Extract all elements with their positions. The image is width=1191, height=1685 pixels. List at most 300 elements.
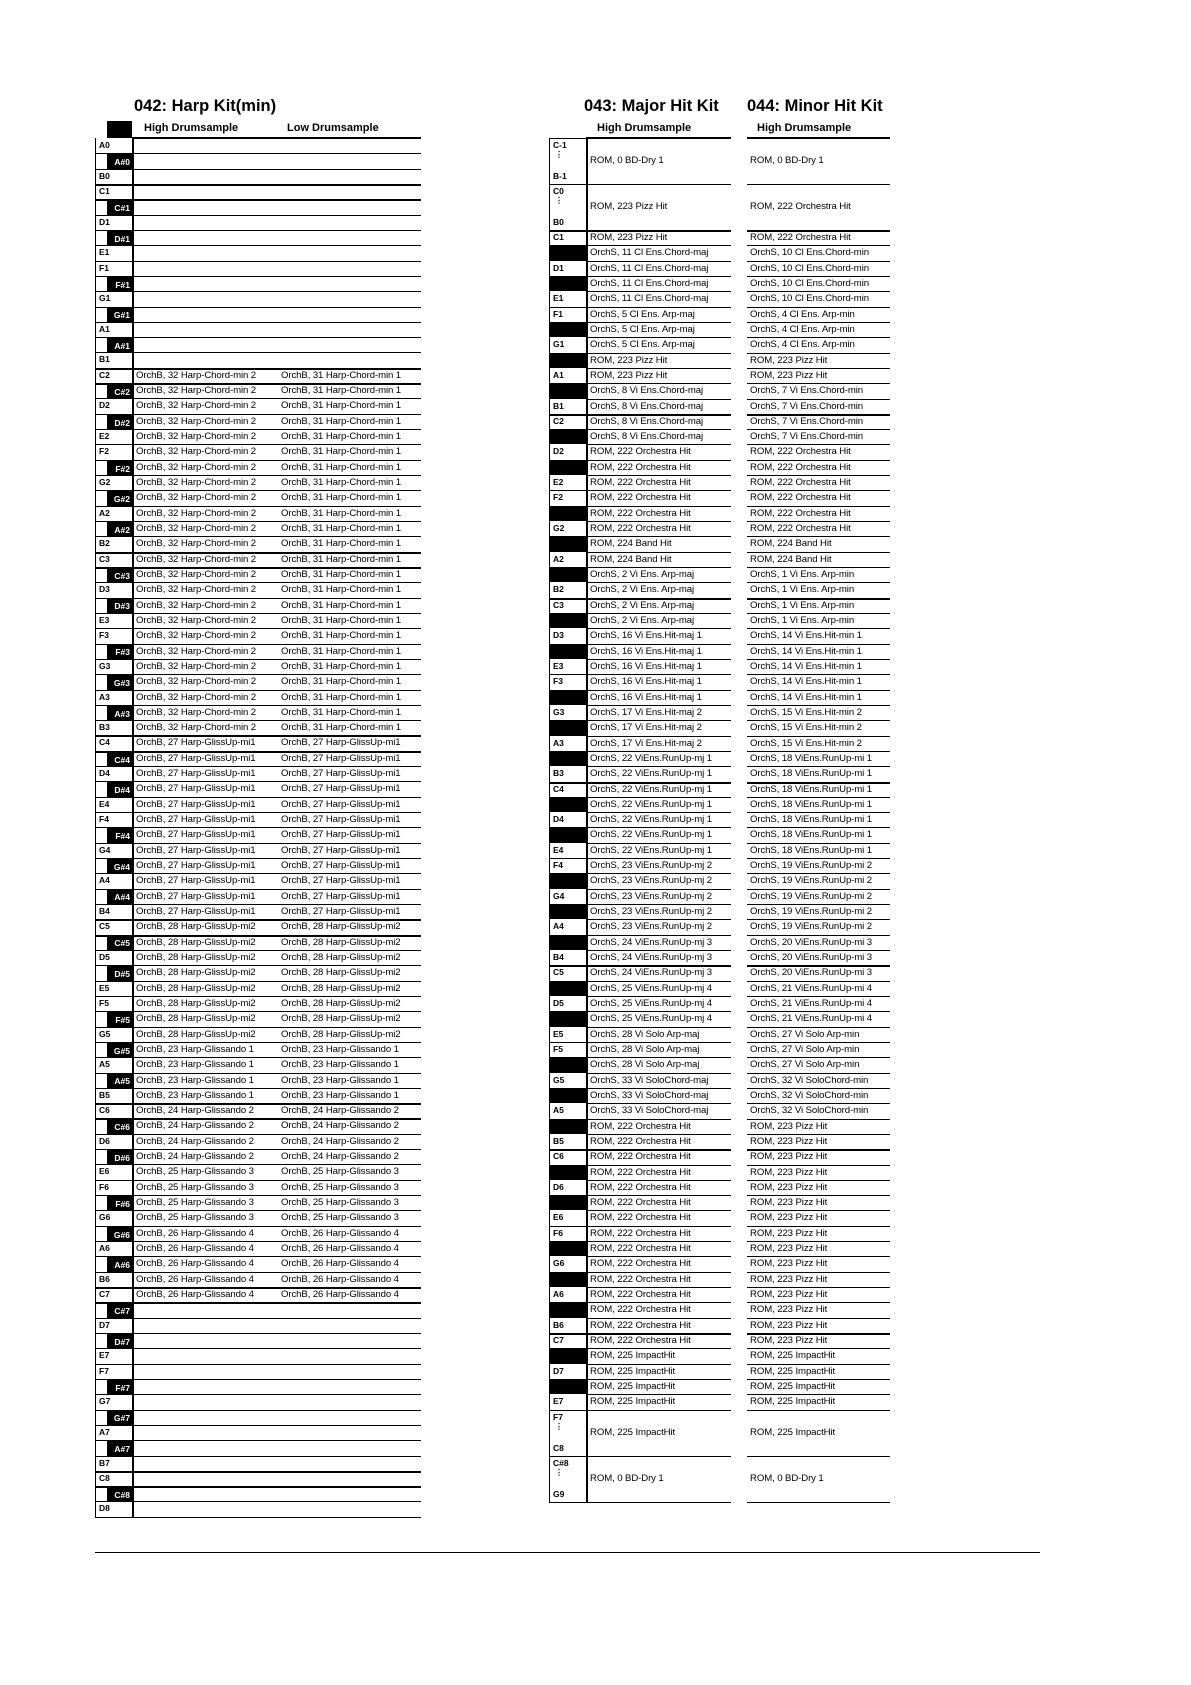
row-rule [95,1149,421,1150]
row-rule-minor [747,261,890,262]
high-drumsample-cell: OrchB, 32 Harp-Chord-min 2 [136,691,257,703]
low-drumsample-cell: OrchB, 31 Harp-Chord-min 1 [281,415,402,427]
white-key-label: D3 [99,584,110,595]
major-drumsample-cell: OrchS, 8 Vi Ens.Chord-maj [590,431,704,443]
white-key-label: G3 [553,706,565,717]
row-rule [95,199,421,201]
white-key-label: C8 [99,1472,110,1483]
range-end-note: B-1 [553,171,567,181]
minor-drumsample-cell: OrchS, 32 Vi SoloChord-min [750,1089,869,1101]
major-drumsample-cell: ROM, 225 ImpactHit [590,1426,676,1438]
row-rule [95,1333,421,1334]
high-drumsample-cell: OrchB, 28 Harp-GlissUp-mi2 [136,967,256,979]
white-key-label: E2 [99,431,110,442]
low-drumsample-cell: OrchB, 28 Harp-GlissUp-mi2 [281,936,401,948]
range-rule-minor [747,184,890,185]
row-rule-minor [747,644,890,645]
white-key-label: C1 [99,185,110,196]
high-drumsample-cell: OrchB, 32 Harp-Chord-min 2 [136,446,257,458]
row-rule [95,996,421,997]
minor-drumsample-cell: ROM, 222 Orchestra Hit [750,492,851,504]
low-drumsample-cell: OrchB, 31 Harp-Chord-min 1 [281,722,402,734]
high-drumsample-cell: OrchB, 27 Harp-GlissUp-mi1 [136,829,256,841]
row-rule-minor [747,858,890,859]
row-rule [586,705,731,706]
row-rule-minor [747,322,890,323]
black-key: C#1 [107,200,132,214]
minor-drumsample-cell: ROM, 223 Pizz Hit [750,1197,828,1209]
minor-drumsample-cell: ROM, 223 Pizz Hit [750,1289,828,1301]
white-key-label: B6 [553,1319,564,1330]
white-key-label: B5 [553,1135,564,1146]
minor-hit-kit-title: 044: Minor Hit Kit [747,97,883,115]
white-key-label: F1 [553,308,563,319]
major-drumsample-cell: ROM, 222 Orchestra Hit [590,446,691,458]
row-rule [95,1088,421,1089]
high-drumsample-cell: OrchB, 27 Harp-GlissUp-mi1 [136,906,256,917]
row-rule [586,444,731,445]
high-drumsample-cell: OrchB, 32 Harp-Chord-min 2 [136,523,257,534]
high-drumsample-cell: OrchB, 28 Harp-GlissUp-mi2 [136,951,256,963]
low-drumsample-cell: OrchB, 31 Harp-Chord-min 1 [281,461,402,473]
high-drumsample-cell: OrchB, 23 Harp-Glissando 1 [136,1089,254,1101]
row-rule-minor [747,690,890,691]
row-rule [95,843,421,844]
black-key [549,645,586,659]
row-rule [95,628,421,629]
low-drumsample-cell: OrchB, 31 Harp-Chord-min 1 [281,400,402,412]
white-key-label: E4 [99,798,110,809]
row-rule [586,889,731,890]
row-rule [95,215,421,216]
low-drumsample-cell: OrchB, 31 Harp-Chord-min 1 [281,507,402,519]
header-rule [132,137,421,139]
black-key: D#2 [107,415,132,429]
major-drumsample-cell: ROM, 222 Orchestra Hit [590,1258,691,1270]
minor-drumsample-cell: OrchS, 20 ViEns.RunUp-mi 3 [750,936,872,948]
black-key: A#5 [107,1074,132,1088]
white-key-label: B2 [553,584,564,595]
major-drumsample-cell: OrchS, 2 Vi Ens. Arp-maj [590,569,695,581]
white-key-label: A4 [553,921,564,932]
row-rule [95,1073,421,1074]
white-key-label: F7 [99,1365,109,1376]
major-hit-kit-title: 043: Major Hit Kit [584,97,719,115]
low-drumsample-cell: OrchB, 25 Harp-Glissando 3 [281,1197,399,1209]
minor-header-rule [747,137,890,139]
row-rule-minor [747,567,890,568]
row-rule [95,1440,421,1441]
high-drumsample-cell: OrchB, 27 Harp-GlissUp-mi1 [136,768,256,780]
white-key-label: G2 [553,523,565,534]
minor-drumsample-cell: OrchS, 32 Vi SoloChord-min [750,1074,869,1086]
row-rule [95,965,421,966]
white-key-label: F2 [553,492,563,503]
white-key-label: G4 [553,890,565,901]
row-rule [95,1164,421,1165]
row-rule [95,812,421,813]
white-key-label: D3 [553,630,564,641]
black-key: C#6 [107,1119,132,1133]
row-rule [586,843,731,844]
black-key: G#1 [107,308,132,322]
major-drumsample-cell: ROM, 222 Orchestra Hit [590,507,691,519]
high-drumsample-cell: OrchB, 32 Harp-Chord-min 2 [136,553,257,565]
row-rule-minor [747,613,890,614]
white-key-label: D4 [553,814,564,825]
minor-drumsample-cell: OrchS, 14 Vi Ens.Hit-min 1 [750,630,862,642]
major-drumsample-cell: OrchS, 33 Vi SoloChord-maj [590,1089,709,1101]
major-drumsample-cell: OrchS, 2 Vi Ens. Arp-maj [590,584,695,596]
major-drumsample-cell: OrchS, 22 ViEns.RunUp-mj 1 [590,783,712,795]
row-rule-minor [747,935,890,936]
range-dots: ⋮ [555,1467,563,1477]
white-key-label: F5 [99,997,109,1008]
row-rule [95,766,421,767]
high-drumsample-cell: OrchB, 32 Harp-Chord-min 2 [136,614,257,626]
low-drumsample-cell: OrchB, 31 Harp-Chord-min 1 [281,660,402,672]
major-drumsample-cell: OrchS, 25 ViEns.RunUp-mj 4 [590,998,712,1009]
white-key-label: B0 [99,170,110,181]
minor-drumsample-cell: ROM, 0 BD-Dry 1 [750,1472,824,1484]
high-drumsample-cell: OrchB, 27 Harp-GlissUp-mi1 [136,752,256,764]
white-key-label: B4 [553,952,564,963]
white-key-label: E7 [553,1396,564,1407]
row-rule-minor [747,444,890,445]
row-rule [586,1364,731,1365]
row-rule [549,1226,731,1227]
octave-rule [549,782,731,784]
row-rule [95,490,421,491]
minor-drumsample-cell: OrchS, 18 ViEns.RunUp-mi 1 [750,844,872,856]
white-key-label: G4 [99,844,111,855]
white-key-label: D2 [99,400,110,411]
white-key-label: D6 [99,1135,110,1146]
low-drumsample-cell: OrchB, 31 Harp-Chord-min 1 [281,446,402,458]
major-drumsample-cell: ROM, 225 ImpactHit [590,1381,676,1392]
minor-drumsample-cell: OrchS, 14 Vi Ens.Hit-min 1 [750,676,862,688]
row-rule [95,475,421,476]
high-drumsample-cell: OrchB, 26 Harp-Glissando 4 [136,1243,254,1255]
row-rule-minor [747,429,890,430]
range-dots: ⋮ [555,1421,563,1431]
low-drumsample-cell: OrchB, 23 Harp-Glissando 1 [281,1043,399,1055]
minor-drumsample-cell: OrchS, 7 Vi Ens.Chord-min [750,400,864,412]
major-drumsample-cell: OrchS, 11 Cl Ens.Chord-maj [590,262,709,274]
major-drumsample-cell: ROM, 222 Orchestra Hit [590,1166,691,1178]
row-rule [95,1425,421,1426]
minor-drumsample-cell: ROM, 224 Band Hit [750,538,832,550]
white-key-label: C4 [99,737,110,748]
octave-rule [549,230,731,232]
black-key [549,1058,586,1072]
row-rule [586,628,731,629]
row-rule [95,429,421,430]
high-drumsample-cell: OrchB, 24 Harp-Glissando 2 [136,1135,254,1147]
high-drumsample-cell: OrchB, 26 Harp-Glissando 4 [136,1289,254,1300]
white-key-label: G1 [553,339,565,350]
white-key-label: E3 [99,614,110,625]
black-key: C#8 [107,1487,132,1501]
high-drumsample-cell: OrchB, 25 Harp-Glissando 3 [136,1197,254,1209]
minor-drumsample-cell: ROM, 223 Pizz Hit [750,354,828,366]
row-rule [586,736,731,737]
range-start-note: C0 [553,186,564,196]
white-key-label: G3 [99,660,111,671]
row-rule [95,1027,421,1028]
high-drumsample-cell: OrchB, 28 Harp-GlissUp-mi2 [136,921,256,933]
minor-drumsample-cell: ROM, 222 Orchestra Hit [750,507,851,519]
black-key: D#6 [107,1150,132,1164]
octave-rule-minor [747,598,890,600]
minor-drumsample-cell: ROM, 225 ImpactHit [750,1396,836,1408]
row-rule [95,276,421,277]
high-drumsample-cell: OrchB, 32 Harp-Chord-min 2 [136,461,257,473]
row-rule-minor [747,1088,890,1089]
octave-rule-minor [747,1333,890,1335]
row-rule [95,1302,421,1304]
major-drumsample-cell: OrchS, 24 ViEns.RunUp-mj 3 [590,967,712,979]
minor-drumsample-cell: ROM, 223 Pizz Hit [750,1258,828,1270]
minor-drumsample-cell: OrchS, 21 ViEns.RunUp-mi 4 [750,1013,872,1025]
black-key [549,936,586,950]
minor-drumsample-cell: OrchS, 14 Vi Ens.Hit-min 1 [750,660,862,672]
low-drumsample-cell: OrchB, 28 Harp-GlissUp-mi2 [281,951,401,963]
row-rule-minor [747,1165,890,1166]
high-drumsample-cell: OrchB, 32 Harp-Chord-min 2 [136,369,257,381]
major-drumsample-cell: OrchS, 23 ViEns.RunUp-mj 2 [590,921,712,933]
high-drumsample-cell: OrchB, 32 Harp-Chord-min 2 [136,538,257,550]
key-header-block [107,121,132,138]
row-rule [95,674,421,675]
black-key: C#2 [107,384,132,398]
row-rule [95,506,421,507]
row-rule [95,1195,421,1196]
high-drumsample-cell: OrchB, 28 Harp-GlissUp-mi2 [136,997,256,1009]
high-drumsample-cell: OrchB, 25 Harp-Glissando 3 [136,1166,254,1178]
major-drumsample-cell: OrchS, 22 ViEns.RunUp-mj 1 [590,752,712,764]
footer-rule [95,1552,1040,1553]
white-key-label: E1 [553,293,564,304]
major-drumsample-cell: OrchS, 22 ViEns.RunUp-mj 1 [590,829,712,841]
low-drumsample-cell: OrchB, 27 Harp-GlissUp-mi1 [281,814,401,826]
black-key [549,1242,586,1256]
row-rule [95,337,421,338]
low-drumsample-cell: OrchB, 28 Harp-GlissUp-mi2 [281,982,401,994]
row-rule [95,659,421,660]
minor-drumsample-cell: ROM, 222 Orchestra Hit [750,446,851,458]
major-drumsample-cell: ROM, 224 Band Hit [590,553,672,565]
major-drumsample-cell: ROM, 222 Orchestra Hit [590,1243,691,1255]
major-drumsample-cell: OrchS, 33 Vi SoloChord-maj [590,1105,709,1117]
high-drumsample-cell: OrchB, 28 Harp-GlissUp-mi2 [136,1013,256,1025]
row-rule-minor [747,582,890,583]
black-key [549,614,586,628]
white-key-label: A3 [99,691,110,702]
row-rule-minor [747,1379,890,1380]
low-drumsample-cell: OrchB, 31 Harp-Chord-min 1 [281,477,402,489]
major-drumsample-cell: OrchS, 11 Cl Ens.Chord-maj [590,247,709,259]
row-rule [95,1348,421,1349]
row-rule [95,460,421,461]
major-drumsample-cell: ROM, 225 ImpactHit [590,1365,676,1377]
row-rule [586,1318,731,1319]
white-key-label: F1 [99,262,109,273]
white-key-label: B4 [99,906,110,916]
low-drumsample-cell: OrchB, 28 Harp-GlissUp-mi2 [281,967,401,979]
row-rule [95,1226,421,1227]
white-key-label: C1 [553,232,564,242]
row-rule [95,230,421,231]
minor-drumsample-cell: OrchS, 18 ViEns.RunUp-mi 1 [750,752,872,764]
black-key: F#3 [107,645,132,659]
white-key-label: D4 [99,768,110,779]
white-key-label: F2 [99,446,109,457]
minor-drumsample-cell: OrchS, 32 Vi SoloChord-min [750,1105,869,1117]
row-rule [95,1011,421,1012]
octave-rule-minor [747,782,890,784]
black-key [549,1196,586,1210]
row-rule [95,781,421,782]
minor-drumsample-cell: OrchS, 19 ViEns.RunUp-mi 2 [750,921,872,933]
high-drumsample-cell: OrchB, 32 Harp-Chord-min 2 [136,584,257,596]
row-rule [586,1027,731,1028]
white-key-label: B7 [99,1457,110,1468]
white-key-label: D1 [99,216,110,227]
minor-drumsample-cell: ROM, 223 Pizz Hit [750,1181,828,1193]
row-rule [95,521,421,522]
white-key-label: E5 [99,982,110,993]
row-rule [549,674,731,675]
minor-drumsample-cell: OrchS, 7 Vi Ens.Chord-min [750,431,864,443]
black-key [549,1380,586,1394]
major-drumsample-cell: ROM, 222 Orchestra Hit [590,461,691,473]
major-drumsample-cell: OrchS, 23 ViEns.RunUp-mj 2 [590,860,712,872]
white-key-label: F4 [99,814,109,825]
row-rule-minor [747,1027,890,1028]
major-drumsample-cell: ROM, 223 Pizz Hit [590,369,668,381]
range-rule-minor [747,1456,890,1457]
major-drumsample-cell: ROM, 225 ImpactHit [590,1350,676,1362]
black-key: D#1 [107,231,132,245]
row-rule [95,644,421,645]
white-key-label: C6 [553,1151,564,1162]
minor-drumsample-cell: ROM, 223 Pizz Hit [750,1151,828,1163]
white-key-label: E7 [99,1350,110,1361]
major-drumsample-cell: ROM, 222 Orchestra Hit [590,1304,691,1316]
minor-drumsample-cell: ROM, 223 Pizz Hit [750,1120,828,1132]
high-drumsample-cell: OrchB, 32 Harp-Chord-min 2 [136,431,257,443]
white-key-label: D8 [99,1503,110,1514]
black-key [549,354,586,368]
minor-drumsample-cell: ROM, 225 ImpactHit [750,1381,836,1392]
octave-rule-minor [747,230,890,232]
row-rule-minor [747,1195,890,1196]
row-rule-minor [747,1057,890,1058]
white-key-label: D2 [553,446,564,457]
high-drumsample-cell: OrchB, 32 Harp-Chord-min 2 [136,492,257,504]
octave-rule [549,965,731,967]
high-drumsample-cell: OrchB, 27 Harp-GlissUp-mi1 [136,798,256,810]
white-key-label: F6 [99,1181,109,1192]
minor-drumsample-cell: OrchS, 18 ViEns.RunUp-mi 1 [750,814,872,826]
row-rule [95,1318,421,1319]
row-rule-minor [747,552,890,553]
row-rule [95,598,421,599]
keyboard-right-edge [586,138,588,1502]
minor-drumsample-cell: OrchS, 4 Cl Ens. Arp-min [750,323,855,335]
black-key [549,905,586,919]
row-rule [95,169,421,170]
row-rule [586,552,731,553]
row-rule [95,261,421,262]
row-rule [95,291,421,292]
black-key: G#3 [107,675,132,689]
white-key-label: A2 [553,553,564,564]
black-key [549,1273,586,1287]
low-drumsample-cell: OrchB, 27 Harp-GlissUp-mi1 [281,829,401,841]
major-drumsample-cell: OrchS, 25 ViEns.RunUp-mj 4 [590,1013,712,1025]
row-rule [586,399,731,400]
row-rule-minor [747,245,890,246]
row-rule-minor [747,1103,890,1104]
minor-drumsample-cell: ROM, 222 Orchestra Hit [750,477,851,489]
row-rule-minor [747,705,890,706]
range-start-note: C#8 [553,1457,569,1468]
black-key: D#5 [107,966,132,980]
low-drumsample-cell: OrchB, 31 Harp-Chord-min 1 [281,706,402,718]
major-drumsample-cell: OrchS, 8 Vi Ens.Chord-maj [590,400,704,412]
range-rule-minor [747,1502,890,1503]
row-rule [586,766,731,767]
harp-low-col-header: Low Drumsample [287,122,379,134]
low-drumsample-cell: OrchB, 31 Harp-Chord-min 1 [281,691,402,703]
row-rule-minor [747,1364,890,1365]
low-drumsample-cell: OrchB, 31 Harp-Chord-min 1 [281,431,402,443]
major-drumsample-cell: OrchS, 25 ViEns.RunUp-mj 4 [590,982,712,994]
major-drumsample-cell: ROM, 222 Orchestra Hit [590,1289,691,1301]
minor-drumsample-cell: OrchS, 10 Cl Ens.Chord-min [750,293,869,305]
row-rule-minor [747,1302,890,1303]
row-rule [586,1210,731,1211]
black-key [549,982,586,996]
major-header-rule [586,137,731,139]
minor-drumsample-cell: OrchS, 7 Vi Ens.Chord-min [750,385,864,397]
minor-drumsample-cell: ROM, 223 Pizz Hit [750,1319,828,1331]
major-drumsample-cell: OrchS, 33 Vi SoloChord-maj [590,1074,709,1086]
row-rule [586,475,731,476]
white-key-label: C6 [99,1105,110,1116]
row-rule [586,950,731,951]
major-drumsample-cell: ROM, 222 Orchestra Hit [590,1319,691,1331]
black-key: F#1 [107,277,132,291]
minor-drumsample-cell: OrchS, 15 Vi Ens.Hit-min 2 [750,706,862,718]
major-drumsample-cell: ROM, 222 Orchestra Hit [590,1212,691,1224]
minor-drumsample-cell: ROM, 223 Pizz Hit [750,369,828,381]
minor-drumsample-cell: OrchS, 4 Cl Ens. Arp-min [750,308,855,320]
row-rule [95,904,421,905]
black-key [549,798,586,812]
white-key-label: A5 [553,1105,564,1116]
low-drumsample-cell: OrchB, 26 Harp-Glissando 4 [281,1289,399,1300]
row-rule [95,1180,421,1181]
row-rule-minor [747,307,890,308]
black-key: F#5 [107,1012,132,1026]
row-rule [95,1241,421,1242]
row-rule [95,245,421,246]
high-drumsample-cell: OrchB, 26 Harp-Glissando 4 [136,1227,254,1239]
major-drumsample-cell: OrchS, 8 Vi Ens.Chord-maj [590,415,704,427]
